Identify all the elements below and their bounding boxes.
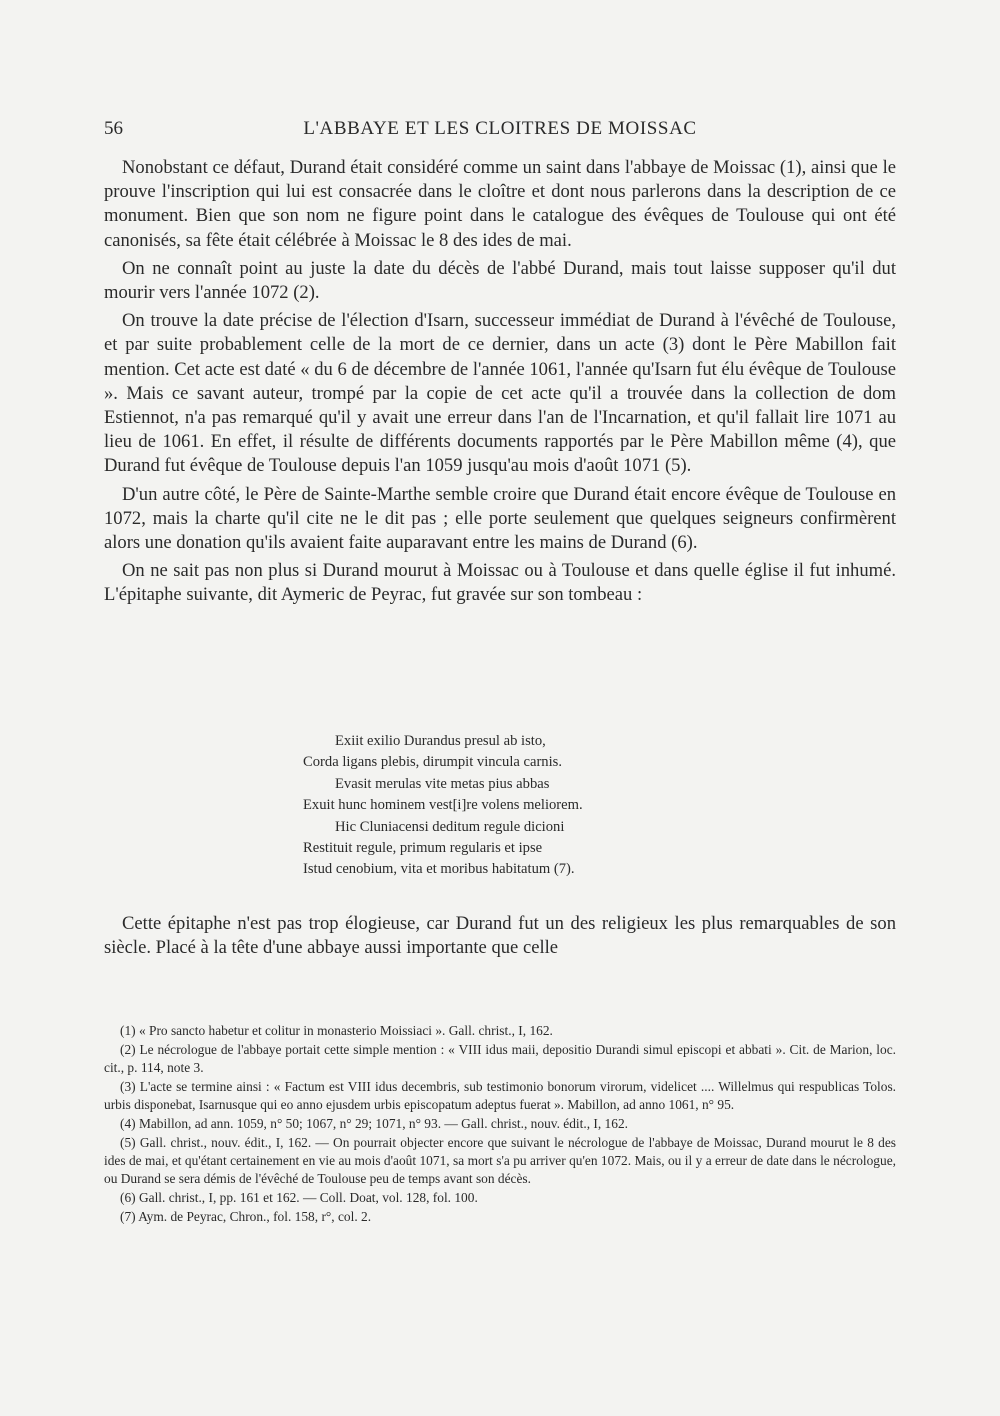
paragraph: Cette épitaphe n'est pas trop élogieuse, car Durand fut un des religieux les plus remarquables de son siècle. Placé à la tête d'une abbaye aussi importante que celle — [104, 913, 896, 959]
verse-line: Exiit exilio Durandus presul ab isto, — [335, 733, 546, 749]
epitaph-verse — [303, 731, 583, 881]
footnotes — [104, 1022, 896, 1227]
paragraph: On ne connaît point au juste la date du décès de l'abbé Durand, mais tout laisse supposer qu'il dut mourir vers l'année 1072 (2). — [104, 257, 896, 304]
page-header — [104, 118, 896, 148]
footnote: (7) Aym. de Peyrac, Chron., fol. 158, r°, col. 2. — [120, 1208, 372, 1224]
closing-paragraph — [104, 912, 896, 960]
verse-line: Corda ligans plebis, dirumpit vincula carnis. — [303, 754, 562, 771]
footnote: (6) Gall. christ., I, pp. 161 et 162. — Coll. Doat, vol. 128, fol. 100. — [120, 1190, 478, 1206]
paragraph: On ne sait pas non plus si Durand mourut à Moissac ou à Toulouse et dans quelle église il fut inhumé. L'épitaphe suivante, dit Aymeric de Peyrac, fut gravée sur son tombeau : — [104, 560, 896, 606]
footnote: (5) Gall. christ., nouv. édit., I, 162. — On pourrait objecter encore que suivant le nécrologue de l'abbaye de Moissac, Durand mourut le 8 des ides de mai, et qu'étant certainement en vie au mois d'août 1071, sa mort s'a pu arriver qu'en 1072. Mais, ou il y a erreur de date dans le nécrologue, ou Durand se sera démis de l'évêché de Toulouse peu de temps avant son décès. — [104, 1134, 896, 1187]
verse-line: Restituit regule, primum regularis et ipse — [303, 840, 543, 857]
running-title: L'ABBAYE ET LES CLOITRES DE MOISSAC — [303, 118, 697, 139]
page-number: 56 — [104, 118, 123, 139]
verse-line: Exuit hunc hominem vest[i]re volens meliorem. — [303, 797, 583, 814]
verse-line: Istud cenobium, vita et moribus habitatum (7). — [303, 861, 575, 878]
footnote: (2) Le nécrologue de l'abbaye portait cette simple mention : « VIII idus maii, depositio Durandi simul episcopi et abbati ». Cit. de Marion, loc. cit., p. 114, note 3. — [104, 1041, 896, 1076]
verse-line: Hic Cluniacensi deditum regule dicioni — [335, 818, 565, 835]
paragraph: Nonobstant ce défaut, Durand était considéré comme un saint dans l'abbaye de Moissac (1), ainsi que le prouve l'inscription qui lui est consacrée dans le cloître et dont nous parlerons dans la description de ce monument. Bien que son nom ne figure point dans le catalogue des évêques de Toulouse qui ont été canonisés, sa fête était célébrée à Moissac le 8 des ides de mai. — [104, 157, 896, 251]
verse-line: Evasit merulas vite metas pius abbas — [335, 775, 550, 792]
paragraph: On trouve la date précise de l'élection d'Isarn, successeur immédiat de Durand à l'évêché de Toulouse, et par suite probablement celle de la mort de ce dernier, dans un acte (3) dont le Père Mabillon fait mention. Cet acte est daté « du 6 de décembre de l'année 1061, l'année qu'Isarn fut élu évêque de Toulouse ». Mais ce savant auteur, trompé par la copie de cet acte qu'il a trouvée dans la collection de dom Estiennot, n'a pas remarqué qu'il y avait une erreur dans l'an de l'Incarnation, et qu'il fallait lire 1071 au lieu de 1061. En effet, il résulte de différents documents rapportés par le Père Mabillon même (4), que Durand fut évêque de Toulouse depuis l'an 1059 jusqu'au mois d'août 1071 (5). — [104, 310, 896, 477]
footnote: (3) L'acte se termine ainsi : « Factum est VIII idus decembris, sub testimonio bonorum virorum, videlicet .... Willelmus qui respublicas Tolos. urbis disponebat, Isarnusque qui eo anno ejusdem urbis episcopatum adeptus fuerat ». Mabillon, ad anno 1061, n° 95. — [104, 1078, 896, 1113]
footnote: (1) « Pro sancto habetur et colitur in monasterio Moissiaci ». Gall. christ., I, 162. — [120, 1023, 553, 1038]
main-text — [104, 156, 896, 612]
paragraph: D'un autre côté, le Père de Sainte-Marthe semble croire que Durand était encore évêque de Toulouse en 1072, mais la charte qu'il cite ne le dit pas ; elle porte seulement que quelques seigneurs confirmèrent alors une donation qu'ils avaient faite auparavant entre les mains de Durand (6). — [104, 483, 896, 554]
footnote: (4) Mabillon, ad ann. 1059, n° 50; 1067, n° 29; 1071, n° 93. — Gall. christ., nouv. édit., I, 162. — [120, 1115, 628, 1131]
